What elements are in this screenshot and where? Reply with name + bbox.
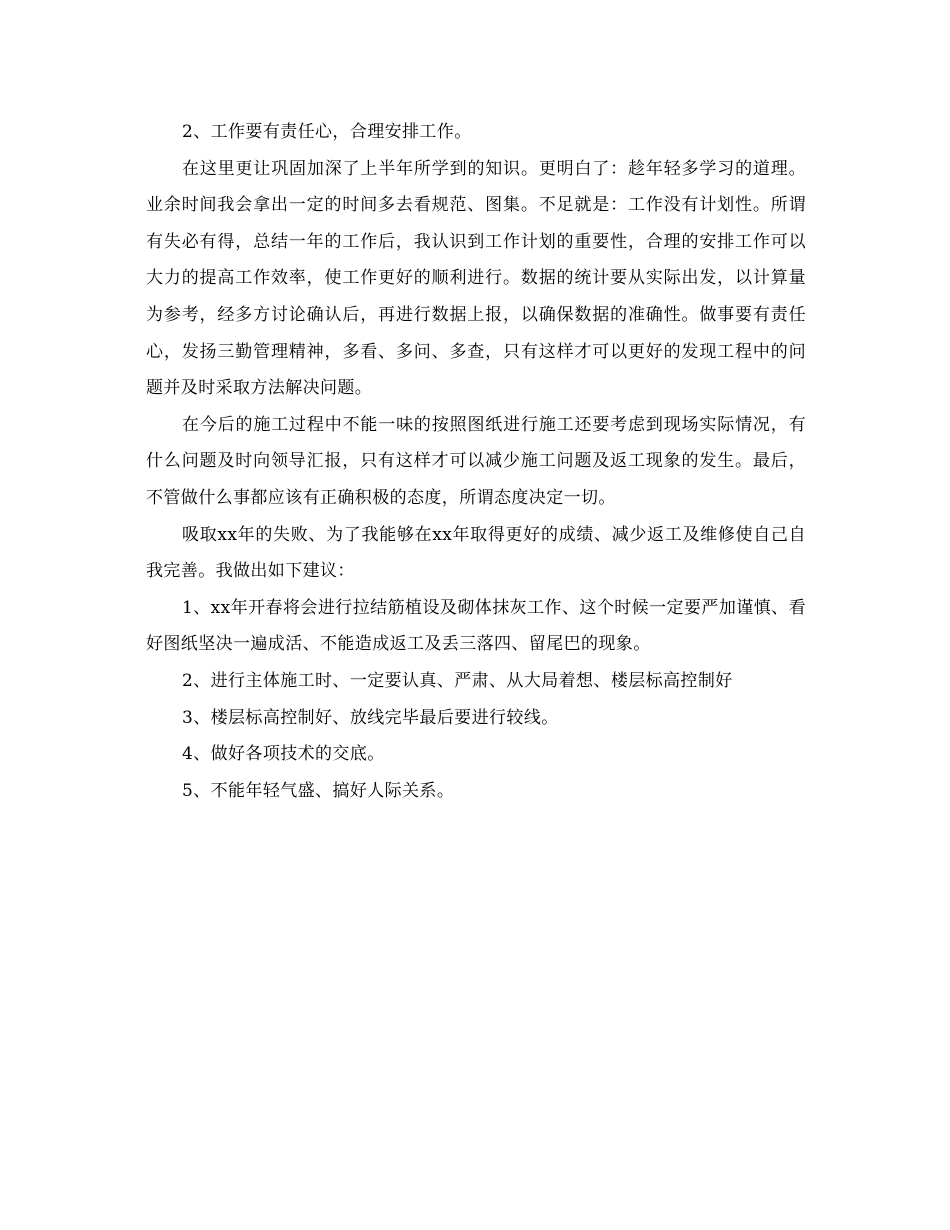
suggestion-item-4: 4、做好各项技术的交底。	[182, 744, 385, 765]
paragraph-future-construction: 在今后的施工过程中不能一味的按照图纸进行施工还要考虑到现场实际情况，有什么问题及时向领导汇报，只有这样才可以减少施工问题及返工现象的发生。最后，不管做什么事都应该有正确积极的态度，所谓态度决定一切。	[146, 414, 806, 508]
paragraph-lessons-intro: 吸取xx年的失败、为了我能够在xx年取得更好的成绩、减少返工及维修使自己自我完善。我做出如下建议：	[146, 524, 806, 582]
document-body	[146, 114, 806, 809]
suggestion-item-5: 5、不能年轻气盛、搞好人际关系。	[182, 780, 455, 801]
paragraph-learning-summary: 在这里更让巩固加深了上半年所学到的知识。更明白了：趁年轻多学习的道理。业余时间我会拿出一定的时间多去看规范、图集。不足就是：工作没有计划性。所谓有失必有得，总结一年的工作后，我认识到工作计划的重要性，合理的安排工作可以大力的提高工作效率，使工作更好的顺利进行。数据的统计要从实际出发，以计算量为参考，经多方讨论确认后，再进行数据上报，以确保数据的准确性。做事要有责任心，发扬三勤管理精神，多看、多问、多查，只有这样才可以更好的发现工程中的问题并及时采取方法解决问题。	[146, 158, 806, 399]
suggestion-item-2: 2、进行主体施工时、一定要认真、严肃、从大局着想、楼层标高控制好	[182, 670, 733, 691]
suggestion-item-3: 3、楼层标高控制好、放线完毕最后要进行较线。	[182, 707, 559, 728]
suggestion-item-1: 1、xx年开春将会进行拉结筋植设及砌体抹灰工作、这个时候一定要严加谨慎、看好图纸坚决一遍成活、不能造成返工及丢三落四、留尾巴的现象。	[146, 597, 806, 655]
paragraph-responsibility: 2、工作要有责任心，合理安排工作。	[182, 122, 472, 142]
